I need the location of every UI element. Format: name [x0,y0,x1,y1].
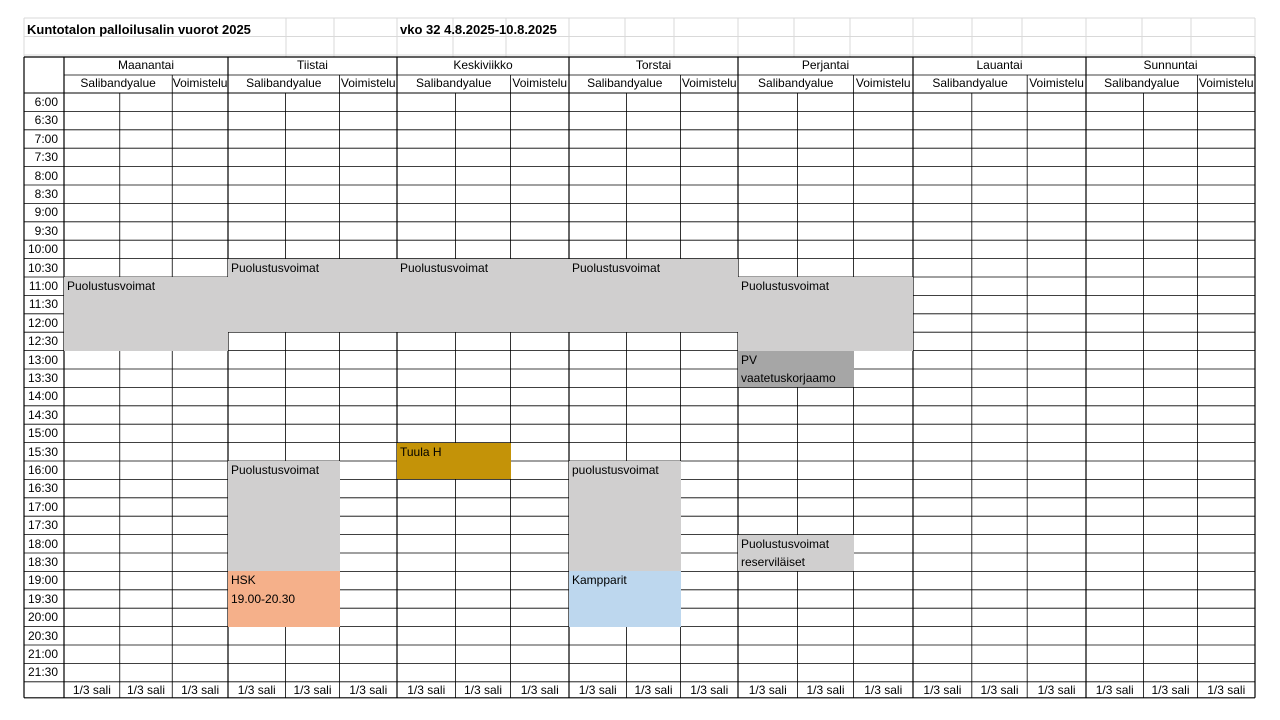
sub-header-voimistelu: Voimistelu [1029,76,1084,90]
time-label: 18:30 [27,555,58,569]
booking-block[interactable] [64,277,228,351]
time-label: 13:30 [27,371,58,385]
footer-sali: 1/3 sali [1151,682,1190,697]
sub-header-salibandy: Salibandyalue [246,76,322,90]
footer-sali: 1/3 sali [1207,682,1246,697]
time-label: 17:00 [27,499,58,514]
time-label: 6:30 [34,113,58,128]
sheet-title: Kuntotalon palloilusalin vuorot 2025 [27,22,251,37]
booking-label: Kampparit [572,573,627,588]
booking-label: Puolustusvoimat [400,260,489,275]
booking-block[interactable] [569,571,681,626]
footer-sali: 1/3 sali [1095,682,1134,697]
time-label: 6:00 [34,95,58,109]
footer-sali: 1/3 sali [806,682,845,697]
time-label: 10:30 [27,260,58,275]
sub-header-voimistelu: Voimistelu [512,76,568,90]
time-label: 19:30 [27,591,58,606]
footer-sali: 1/3 sali [72,682,111,697]
booking-block[interactable] [228,259,397,333]
day-header: Tiistai [297,58,328,72]
day-header: Torstai [635,58,672,72]
sub-header-voimistelu: Voimistelu [340,76,396,90]
time-label: 14:00 [27,389,58,404]
time-label: 12:00 [27,315,58,330]
time-label: 20:00 [27,610,58,625]
footer-sali: 1/3 sali [923,682,962,697]
sub-header-voimistelu: Voimistelu [681,76,737,90]
day-header: Sunnuntai [1143,58,1198,72]
sub-header-salibandy: Salibandyalue [1104,76,1180,90]
time-label: 19:00 [27,573,58,588]
footer-sali: 1/3 sali [349,682,388,697]
booking-label: PV [741,352,758,367]
footer-sali: 1/3 sali [293,682,332,697]
day-header: Lauantai [976,58,1023,72]
sub-header-voimistelu: Voimistelu [172,76,228,90]
sub-header-salibandy: Salibandyalue [416,76,492,90]
footer-sali: 1/3 sali [520,682,559,697]
time-label: 14:30 [27,407,58,422]
footer-sali: 1/3 sali [181,682,220,697]
sub-header-salibandy: Salibandyalue [932,76,1008,90]
day-header: Keskiviikko [453,58,513,72]
time-label: 15:30 [27,444,58,459]
time-label: 7:30 [34,150,58,165]
time-label: 11:00 [28,279,58,293]
booking-label: puolustusvoimat [572,463,659,477]
booking-label: 19.00-20.30 [231,591,296,606]
booking-label: vaatetuskorjaamo [741,370,836,385]
booking-label: Puolustusvoimat [67,279,156,293]
day-header: Perjantai [801,58,850,72]
sub-header-salibandy: Salibandyalue [80,76,156,90]
footer-sali: 1/3 sali [864,682,903,697]
time-label: 21:30 [27,665,58,680]
booking-block[interactable] [738,535,854,572]
booking-label: Puolustusvoimat [231,463,320,477]
footer-sali: 1/3 sali [237,682,276,697]
time-label: 18:00 [27,536,58,551]
booking-label: Puolustusvoimat [572,260,661,275]
footer-sali: 1/3 sali [690,682,729,697]
time-label: 7:00 [34,131,58,146]
footer-sali: 1/3 sali [748,682,787,697]
booking-label: HSK [231,573,256,588]
time-label: 12:30 [27,334,58,349]
sub-header-salibandy: Salibandyalue [587,76,663,90]
booking-block[interactable] [738,277,913,351]
time-label: 9:00 [34,205,58,220]
booking-label: Tuula H [400,444,442,459]
booking-block[interactable] [569,461,681,571]
time-label: 8:30 [34,187,58,201]
footer-sali: 1/3 sali [980,682,1019,697]
booking-block[interactable] [569,259,738,333]
booking-label: Puolustusvoimat [741,279,830,293]
time-label: 16:00 [27,463,58,477]
booking-block[interactable] [228,461,340,571]
booking-block[interactable] [397,259,569,333]
time-label: 15:00 [27,426,58,441]
sub-header-voimistelu: Voimistelu [1198,76,1254,90]
booking-block[interactable] [228,571,340,626]
sub-header-voimistelu: Voimistelu [855,76,911,90]
time-label: 10:00 [27,242,58,257]
time-label: 21:00 [27,647,58,661]
footer-sali: 1/3 sali [126,682,165,697]
footer-sali: 1/3 sali [634,682,673,697]
time-label: 17:30 [27,518,58,533]
time-label: 13:00 [27,352,58,367]
time-label: 8:00 [34,168,58,183]
footer-sali: 1/3 sali [407,682,446,697]
footer-sali: 1/3 sali [1037,682,1076,697]
time-label: 16:30 [27,481,58,496]
time-label: 20:30 [27,628,58,643]
footer-sali: 1/3 sali [463,682,502,697]
time-label: 11:30 [28,297,58,312]
sub-header-salibandy: Salibandyalue [758,76,834,90]
day-header: Maanantai [117,58,175,72]
time-label: 9:30 [34,223,58,238]
booking-label: reserviläiset [741,554,806,569]
footer-sali: 1/3 sali [578,682,617,697]
booking-label: Puolustusvoimat [741,536,830,551]
booking-block[interactable] [738,351,854,388]
week-label: vko 32 4.8.2025-10.8.2025 [400,22,557,37]
booking-label: Puolustusvoimat [231,260,320,275]
booking-block[interactable] [397,443,511,480]
